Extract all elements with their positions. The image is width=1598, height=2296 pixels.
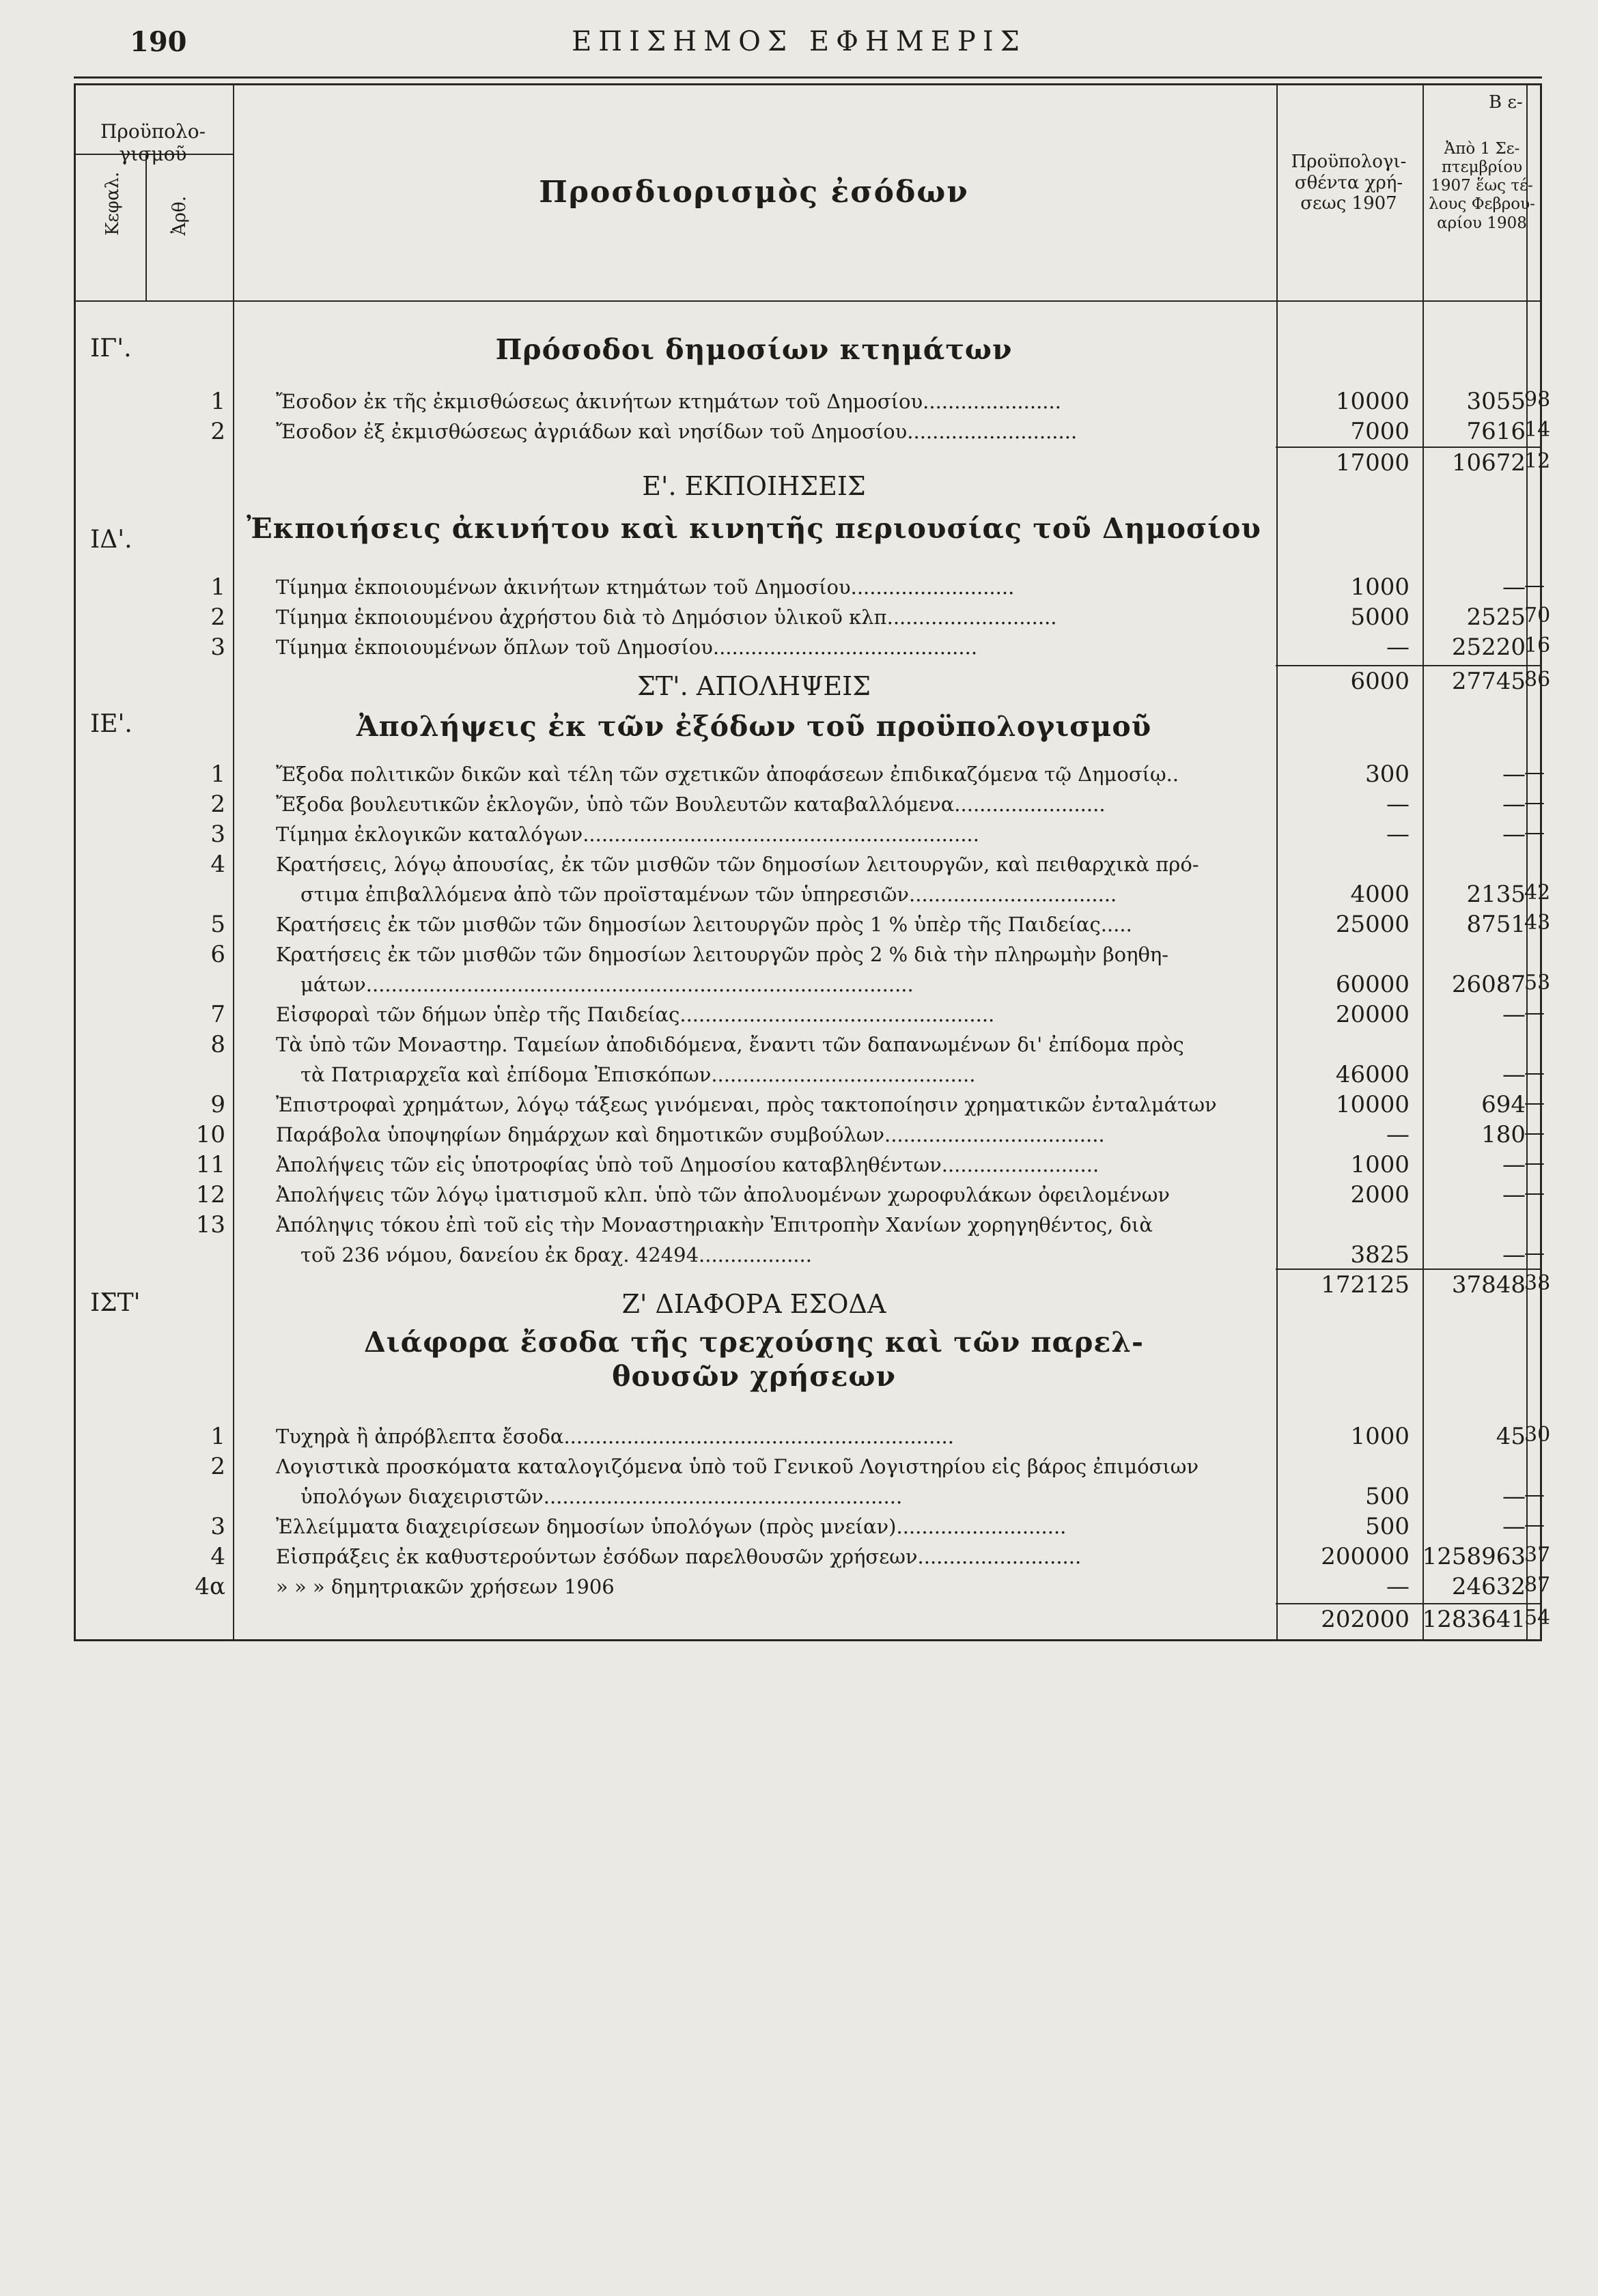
section-heading: Διάφορα ἔσοδα τῆς τρεχούσης καὶ τῶν παρελ- — [363, 1326, 1145, 1359]
budgeted-amount: — — [1386, 1573, 1410, 1600]
description-heading: Προσδιορισμὸς ἐσόδων — [539, 175, 969, 210]
subtotal-rule — [1276, 1603, 1542, 1604]
collected-drachmas: 26087 — [1451, 971, 1526, 998]
item-description: τὰ Πατριαρχεῖα καὶ ἐπίδομα Ἐπισκόπων.......................................... — [300, 1063, 976, 1086]
article-number: 10 — [195, 1121, 225, 1148]
collected-period-heading: Ἀπὸ 1 Σε-πτεμβρίου 1907 ἕως τέ-λους Φεβρου-αρίου 1908 — [1429, 140, 1535, 232]
collected-lepta: 43 — [1524, 911, 1551, 935]
collected-lepta: — — [1524, 1151, 1545, 1175]
collected-lepta: 37 — [1524, 1543, 1551, 1567]
article-number: 1 — [210, 573, 225, 601]
collected-drachmas: — — [1502, 761, 1526, 788]
collected-lepta: — — [1524, 791, 1545, 814]
budgeted-amount: 60000 — [1335, 971, 1410, 998]
article-number: 5 — [210, 911, 225, 938]
budgeted-amount: 25000 — [1335, 911, 1410, 938]
article-number: 7 — [210, 1001, 225, 1028]
article-number: 11 — [195, 1151, 225, 1178]
budgeted-amount: 1000 — [1350, 1151, 1410, 1178]
column-divider — [1526, 85, 1528, 1639]
budgeted-amount: 172125 — [1321, 1271, 1410, 1299]
collected-drachmas: — — [1502, 791, 1526, 818]
chapter-heading: Κεφαλ. — [102, 171, 123, 236]
item-description: » » » δημητριακῶν χρήσεων 1906 — [276, 1575, 615, 1598]
budgeted-amount: 5000 — [1350, 604, 1410, 631]
budgeted-amount: 10000 — [1335, 1091, 1410, 1118]
budget-heading: Προϋπολο-γισμοῦ — [100, 120, 206, 166]
collected-drachmas: — — [1502, 1151, 1526, 1178]
article-number: 4 — [210, 851, 225, 878]
collected-drachmas: 10672 — [1451, 449, 1526, 477]
item-description: Ἔσοδον ἐξ ἐκμισθώσεως ἀγριάδων καὶ νησίδων τοῦ Δημοσίου........................... — [276, 420, 1078, 443]
item-description: Τίμημα ἐκποιουμένου ἀχρήστου διὰ τὸ Δημόσιον ὑλικοῦ κλπ........................... — [276, 606, 1057, 629]
budgeted-amount: — — [1386, 634, 1410, 661]
item-description: Ἀπόληψις τόκου ἐπὶ τοῦ εἰς τὴν Μοναστηριακὴν Ἐπιτροπὴν Χανίων χορηγηθέντος, διὰ — [276, 1213, 1153, 1236]
article-heading: Ἀρθ. — [169, 196, 190, 236]
collected-drachmas: 37848 — [1451, 1271, 1526, 1299]
budgeted-amount: 500 — [1365, 1483, 1410, 1510]
collected-lepta: — — [1524, 1483, 1545, 1507]
collected-drachmas: 45 — [1496, 1423, 1526, 1450]
collected-lepta: — — [1524, 1091, 1545, 1115]
budgeted-amount: 7000 — [1350, 418, 1410, 445]
article-number: 6 — [210, 941, 225, 968]
collected-lepta: — — [1524, 1241, 1545, 1265]
collected-drachmas: 7616 — [1466, 418, 1526, 445]
item-description: Ἐλλείμματα διαχειρίσεων δημοσίων ὑπολόγων (πρὸς μνείαν)........................... — [276, 1515, 1067, 1538]
item-description: Ἔξοδα βουλευτικῶν ἐκλογῶν, ὑπὸ τῶν Βουλευτῶν καταβαλλόμενα........................ — [276, 793, 1106, 816]
item-description: Ἔσοδον ἐκ τῆς ἐκμισθώσεως ἀκινήτων κτημάτων τοῦ Δημοσίου...................... — [276, 390, 1061, 413]
section-title: Ζ' ΔΙΑΦΟΡΑ ΕΣΟΔΑ — [621, 1289, 886, 1319]
item-description: Κρατήσεις ἐκ τῶν μισθῶν τῶν δημοσίων λειτουργῶν πρὸς 2 % διὰ τὴν πληρωμὴν βοηθη- — [276, 943, 1169, 966]
budgeted-1907-heading: Προϋπολογι-σθέντα χρή-σεως 1907 — [1291, 152, 1407, 214]
subtotal-rule — [1276, 447, 1542, 448]
item-description: τοῦ 236 νόμου, δανείου ἐκ δραχ. 42494.................. — [300, 1243, 812, 1266]
item-description: Τίμημα ἐκποιουμένων ἀκινήτων κτημάτων τοῦ Δημοσίου.......................... — [276, 576, 1015, 599]
item-description: Τυχηρὰ ἢ ἀπρόβλεπτα ἔσοδα.............................................................. — [276, 1425, 954, 1448]
subtotal-rule — [1276, 665, 1542, 666]
budgeted-amount: 10000 — [1335, 388, 1410, 415]
item-description: Τίμημα ἐκλογικῶν καταλόγων............................................................... — [276, 823, 979, 846]
item-description: Εἰσπράξεις ἐκ καθυστερούντων ἐσόδων παρελθουσῶν χρήσεων.......................... — [276, 1545, 1082, 1568]
collected-lepta: — — [1524, 1513, 1545, 1537]
collected-drachmas: 694 — [1481, 1091, 1526, 1118]
article-number: 2 — [210, 1453, 225, 1480]
article-number: 4α — [195, 1573, 225, 1600]
collected-lepta: — — [1524, 1001, 1545, 1025]
collected-lepta: 86 — [1524, 668, 1551, 692]
collected-drachmas: — — [1502, 1483, 1526, 1510]
item-description: Εἰσφοραὶ τῶν δήμων ὑπὲρ τῆς Παιδείας.................................................. — [276, 1003, 995, 1026]
column-divider — [1276, 85, 1278, 1639]
article-number: 13 — [195, 1211, 225, 1238]
collected-lepta: 87 — [1524, 1573, 1551, 1597]
section-title: Ε'. ΕΚΠΟΙΗΣΕΙΣ — [642, 471, 866, 501]
item-description: Κρατήσεις ἐκ τῶν μισθῶν τῶν δημοσίων λειτουργῶν πρὸς 1 % ὑπὲρ τῆς Παιδείας..... — [276, 913, 1132, 936]
subtotal-rule — [1276, 1269, 1542, 1270]
budgeted-amount: 17000 — [1335, 449, 1410, 477]
item-description: Παράβολα ὑποψηφίων δημάρχων καὶ δημοτικῶν συμβούλων................................... — [276, 1123, 1105, 1146]
article-number: 1 — [210, 761, 225, 788]
budgeted-amount: 6000 — [1350, 668, 1410, 695]
budgeted-amount: 4000 — [1350, 881, 1410, 908]
budgeted-amount: 500 — [1365, 1513, 1410, 1540]
item-description: Ἀπολήψεις τῶν λόγῳ ἱματισμοῦ κλπ. ὑπὸ τῶν ἀπολυομένων χωροφυλάκων ὀφειλομένων — [276, 1183, 1171, 1206]
page-number: 190 — [130, 26, 187, 58]
collected-drachmas: — — [1502, 821, 1526, 848]
item-description: Κρατήσεις, λόγῳ ἀπουσίας, ἐκ τῶν μισθῶν τῶν δημοσίων λειτουργῶν, καὶ πειθαρχικὰ πρό- — [276, 853, 1199, 876]
collected-lepta: 38 — [1524, 1271, 1551, 1295]
collected-lepta: 16 — [1524, 634, 1551, 657]
collected-lepta: 14 — [1524, 418, 1551, 442]
item-description: μάτων....................................................................................... — [300, 973, 914, 996]
kef-arth-divider — [145, 154, 147, 300]
collected-lepta: — — [1524, 1061, 1545, 1085]
chapter-label: ΙΓ'. — [90, 335, 132, 363]
collected-drachmas: — — [1502, 1513, 1526, 1540]
budgeted-amount: 200000 — [1321, 1543, 1410, 1570]
budgeted-amount: 20000 — [1335, 1001, 1410, 1028]
article-number: 3 — [210, 1513, 225, 1540]
chapter-label: ΙΔ'. — [90, 526, 132, 554]
item-description: Ἔξοδα πολιτικῶν δικῶν καὶ τέλη τῶν σχετικῶν ἀποφάσεων ἐπιδικαζόμενα τῷ Δημοσίῳ.. — [276, 763, 1179, 786]
budgeted-amount: — — [1386, 821, 1410, 848]
collected-drachmas: 27745 — [1451, 668, 1526, 695]
collected-drachmas: — — [1502, 1061, 1526, 1088]
column-divider — [1422, 85, 1424, 1639]
collected-drachmas: 2525 — [1466, 604, 1526, 631]
table-top-rule — [74, 76, 1542, 79]
budgeted-amount: — — [1386, 1121, 1410, 1148]
collected-lepta: 54 — [1524, 1606, 1551, 1630]
collected-lepta: — — [1524, 821, 1545, 845]
article-number: 8 — [210, 1031, 225, 1058]
header-bottom-rule — [76, 300, 1540, 302]
budgeted-amount: 46000 — [1335, 1061, 1410, 1088]
item-description: Λογιστικὰ προσκόματα καταλογιζόμενα ὑπὸ τοῦ Γενικοῦ Λογιστηρίου εἰς βάρος ἐπιμόσιων — [276, 1455, 1199, 1478]
article-number: 9 — [210, 1091, 225, 1118]
article-number: 3 — [210, 634, 225, 661]
article-number: 1 — [210, 1423, 225, 1450]
section-heading: Ἀπολήψεις ἐκ τῶν ἐξόδων τοῦ προϋπολογισμοῦ — [356, 710, 1152, 743]
item-description: ὑπολόγων διαχειριστῶν......................................................... — [300, 1485, 903, 1508]
collected-lepta: 12 — [1524, 449, 1551, 473]
column-divider — [233, 85, 234, 1639]
collected-drachmas: 24632 — [1451, 1573, 1526, 1600]
collected-drachmas: — — [1502, 573, 1526, 601]
collected-lepta: 53 — [1524, 971, 1551, 995]
section-heading: θουσῶν χρήσεων — [612, 1360, 896, 1393]
item-description: στιμα ἐπιβαλλόμενα ἀπὸ τῶν προϊσταμένων τῶν ὑπηρεσιῶν................................. — [300, 883, 1117, 906]
budgeted-amount: 202000 — [1321, 1606, 1410, 1633]
collected-lepta: 42 — [1524, 881, 1551, 905]
collected-drachmas: 1258963 — [1422, 1543, 1526, 1570]
chapter-label: ΙΣΤ' — [90, 1289, 141, 1317]
article-number: 3 — [210, 821, 225, 848]
article-number: 2 — [210, 791, 225, 818]
corner-mark: Β ε- — [1489, 92, 1523, 113]
budgeted-amount: — — [1386, 791, 1410, 818]
article-number: 2 — [210, 418, 225, 445]
budgeted-amount: 1000 — [1350, 573, 1410, 601]
collected-drachmas: — — [1502, 1001, 1526, 1028]
budgeted-amount: 300 — [1365, 761, 1410, 788]
collected-drachmas: 2135 — [1466, 881, 1526, 908]
collected-lepta: 30 — [1524, 1423, 1551, 1447]
collected-lepta: — — [1524, 1121, 1545, 1145]
collected-drachmas: 8751 — [1466, 911, 1526, 938]
budgeted-amount: 3825 — [1350, 1241, 1410, 1269]
article-number: 12 — [195, 1181, 225, 1208]
article-number: 2 — [210, 604, 225, 631]
collected-drachmas: 180 — [1481, 1121, 1526, 1148]
item-description: Τίμημα ἐκποιουμένων ὅπλων τοῦ Δημοσίου.......................................... — [276, 636, 978, 659]
article-number: 1 — [210, 388, 225, 415]
collected-lepta: — — [1524, 573, 1545, 597]
collected-drachmas: 1283641 — [1422, 1606, 1526, 1633]
collected-drachmas: — — [1502, 1181, 1526, 1208]
budgeted-amount: 2000 — [1350, 1181, 1410, 1208]
collected-lepta: — — [1524, 1181, 1545, 1205]
running-title: ΕΠΙΣΗΜΟΣ ΕΦΗΜΕΡΙΣ — [572, 26, 1026, 57]
collected-lepta: — — [1524, 761, 1545, 784]
collected-drachmas: 3055 — [1466, 388, 1526, 415]
section-title: ΣΤ'. ΑΠΟΛΗΨΕΙΣ — [636, 671, 871, 701]
section-heading: Πρόσοδοι δημοσίων κτημάτων — [495, 333, 1013, 366]
article-number: 4 — [210, 1543, 225, 1570]
collected-lepta: 98 — [1524, 388, 1551, 412]
section-heading: Ἐκποιήσεις ἀκινήτου καὶ κινητῆς περιουσίας τοῦ Δημοσίου — [247, 512, 1261, 545]
chapter-label: ΙΕ'. — [90, 710, 132, 738]
collected-drachmas: 25220 — [1451, 634, 1526, 661]
collected-drachmas: — — [1502, 1241, 1526, 1269]
item-description: Τὰ ὑπὸ τῶν Μονaστηρ. Ταμείων ἀποδιδόμενα, ἔναντι τῶν δαπανωμένων δι' ἐπίδομα πρὸς — [276, 1033, 1184, 1056]
item-description: Ἀπολήψεις τῶν εἰς ὑποτροφίας ὑπὸ τοῦ Δημοσίου καταβληθέντων......................... — [276, 1153, 1099, 1176]
item-description: Ἐπιστροφαὶ χρημάτων, λόγῳ τάξεως γινόμεναι, πρὸς τακτοποίησιν χρηματικῶν ἐνταλμάτων — [276, 1093, 1217, 1116]
budgeted-amount: 1000 — [1350, 1423, 1410, 1450]
collected-lepta: 70 — [1524, 604, 1551, 627]
